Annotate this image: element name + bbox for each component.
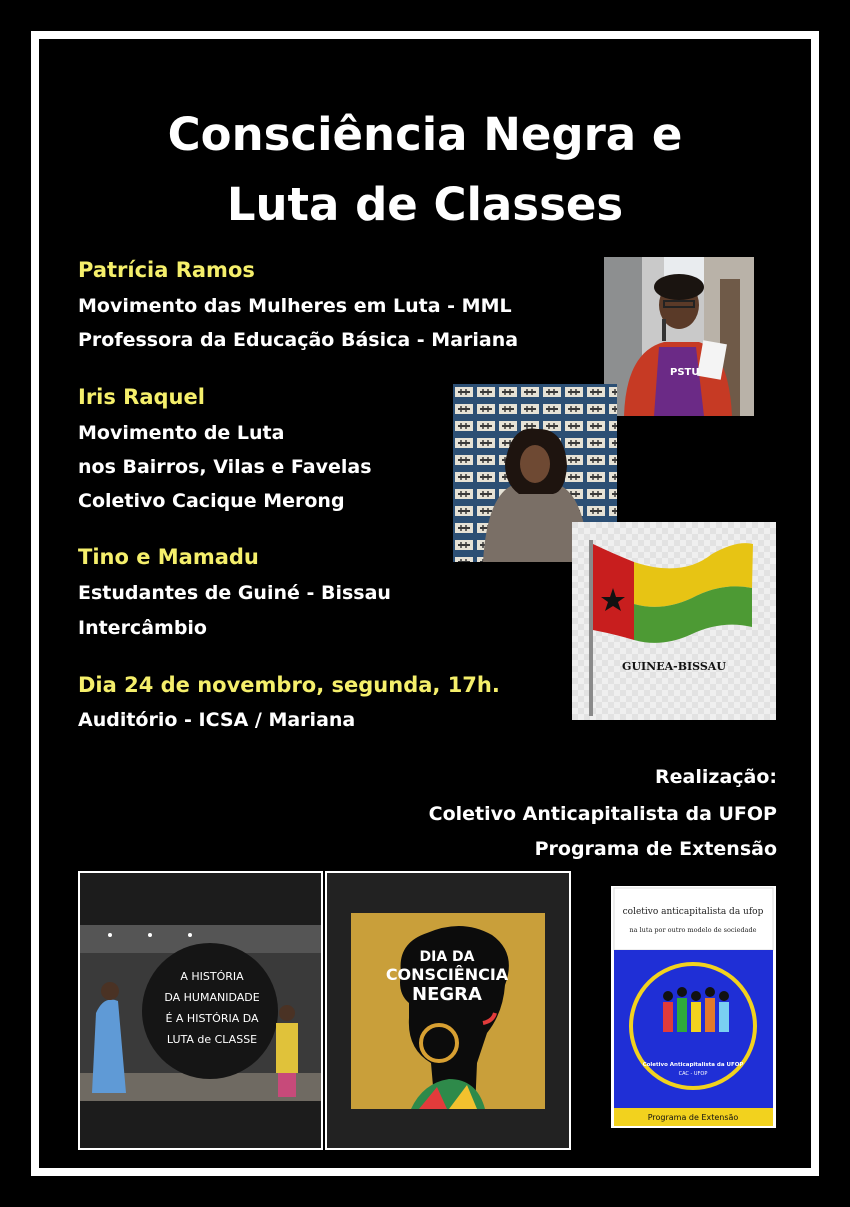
logo-line-1: coletivo anticapitalista da ufop: [622, 907, 764, 917]
poster-title: [0, 100, 850, 240]
realization-program: Programa de Extensão: [534, 838, 777, 860]
speaker-affiliation: Movimento das Mulheres em Luta - MML: [78, 295, 512, 317]
logo-line-2: na luta por outro modelo de sociedade: [629, 926, 757, 934]
speaker-affiliation: Estudantes de Guiné - Bissau: [78, 582, 391, 604]
speaker-affiliation: Movimento de Luta: [78, 422, 285, 444]
banner-photo: [78, 871, 323, 1150]
event-date: Dia 24 de novembro, segunda, 17h.: [78, 673, 500, 697]
flag-caption: GUINEA-BISSAU: [622, 660, 726, 673]
poster-line: CONSCIÊNCIA: [385, 965, 509, 984]
speaker-name: Patrícia Ramos: [78, 258, 255, 282]
speaker-affiliation: nos Bairros, Vilas e Favelas: [78, 456, 372, 478]
speaker-affiliation: Intercâmbio: [78, 617, 207, 639]
speaker-photo-patricia: [604, 257, 754, 416]
consciencia-negra-poster: [325, 871, 571, 1150]
banner-line: LUTA de CLASSE: [166, 1033, 258, 1046]
banner-line: A HISTÓRIA: [180, 970, 244, 983]
realization-org: Coletivo Anticapitalista da UFOP: [428, 803, 777, 825]
banner-line: É A HISTÓRIA DA: [165, 1012, 259, 1025]
guinea-bissau-flag-image: [572, 522, 776, 720]
banner-line: DA HUMANIDADE: [164, 991, 260, 1004]
poster-line: NEGRA: [412, 984, 482, 1005]
poster-line: DIA DA: [419, 949, 475, 965]
title-line-1: Consciência Negra e: [167, 108, 683, 161]
realization-heading: Realização:: [655, 766, 777, 788]
speaker-affiliation: Professora da Educação Básica - Mariana: [78, 329, 519, 351]
logo-footer: Programa de Extensão: [647, 1113, 739, 1122]
coletivo-logo: [611, 886, 776, 1128]
logo-ring-text: Coletivo Anticapitalista da UFOP: [642, 1062, 744, 1068]
speaker-affiliation: Coletivo Cacique Merong: [78, 490, 345, 512]
speaker-name: Iris Raquel: [78, 385, 205, 409]
speaker-name: Tino e Mamadu: [78, 545, 259, 569]
logo-ring-sub: CAC - UFOP: [678, 1071, 708, 1077]
shirt-text: PSTU: [670, 367, 700, 378]
event-place: Auditório - ICSA / Mariana: [78, 709, 356, 731]
title-line-2: Luta de Classes: [226, 178, 624, 231]
